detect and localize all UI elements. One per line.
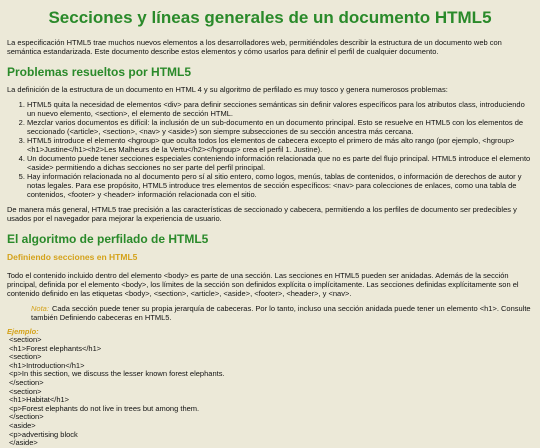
code-line: <aside> bbox=[9, 420, 36, 430]
code-line: <section> bbox=[9, 352, 42, 362]
code-line: <h1>Habitat</h1> bbox=[9, 395, 70, 405]
note-text: Cada sección puede tener su propia jerarquía de cabeceras. Por lo tanto, incluso una sección anidada puede tener un elemento <h1>. Consulte también Definiendo cabeceras en HTML5. bbox=[31, 304, 531, 322]
page-title: Secciones y líneas generales de un documento HTML5 bbox=[48, 8, 492, 27]
code-line: <section> bbox=[9, 335, 42, 344]
problems-list bbox=[7, 100, 533, 199]
list-item: 1. HTML5 quita la necesidad de elementos <div> para definir secciones semánticas sin definir valores específicos para los atributos class, introduciendo un nuevo elemento, <section>, el elemento de sección HTML. bbox=[27, 100, 533, 118]
list-item: 4. Un documento puede tener secciones especiales conteniendo información relacionada que no es parte del flujo principal. HTML5 introduce el elemento <aside> permitiendo a dichas secciones no ser parte del perfil principal. bbox=[27, 154, 533, 172]
code-line: <h1>Forest elephants</h1> bbox=[9, 343, 102, 353]
section-heading-algorithm: El algoritmo de perfilado de HTML5 bbox=[7, 232, 209, 246]
problems-closing-paragraph: De manera más general, HTML5 trae precisión a las características de seccionado y cabecera, permitiendo a los perfiles de documento ser predecibles y usados por el navegador para mejorar la experiencia de usuario. bbox=[7, 205, 517, 223]
subsection-heading-defining-sections: Definiendo secciones en HTML5 bbox=[7, 252, 138, 262]
code-line: </section> bbox=[9, 377, 44, 387]
problems-lead-paragraph: La definición de la estructura de un documento en HTML 4 y su algoritmo de perfilado es muy tosco y genera numerosos problemas: bbox=[7, 85, 448, 94]
code-line: <h1>Introduction</h1> bbox=[9, 360, 85, 370]
code-line: </section> bbox=[9, 412, 44, 422]
section-heading-problems: Problemas resueltos por HTML5 bbox=[7, 65, 192, 79]
code-line: <p>In this section, we discuss the lesser known forest elephants. bbox=[9, 369, 225, 379]
list-item: 5. Hay información relacionada no al documento pero sí al sitio entero, como logos, menús, tablas de contenidos, o información de derechos de autor y notas legales. Para ese propósito, HTML5 introduce tres elementos de sección específicos: <nav> para colecciones de enlaces, como una tabla de contenidos, <footer> y <header> información relacionada con el sitio. bbox=[27, 172, 533, 199]
list-item: 3. HTML5 introduce el elemento <hgroup> que oculta todos los elementos de cabecera excepto el primero de más alto rango (por ejemplo, <hgroup><h1>Justine</h1><h2>Les Malheurs de la Vertu</h2></hgroup> crea el perfil 1. Justine). bbox=[27, 136, 533, 154]
code-example bbox=[7, 336, 533, 448]
note-label: Nota: bbox=[31, 304, 49, 313]
code-line: <p>Forest elephants do not live in trees but among them. bbox=[9, 403, 200, 413]
list-item: 2. Mezclar varios documentos es difícil: la inclusión de un sub-documento en un documento principal. Esto se resuelve en HTML5 con los elementos de seccionado (<article>, <section>, <nav> y <aside>) son siempre subsecciones de su sección ancestra más cercana. bbox=[27, 118, 533, 136]
intro-paragraph: La especificación HTML5 trae muchos nuevos elementos a los desarrolladores web, permitiéndoles describir la estructura de un documento web con semántica estandarizada. Este documento describe estos elementos y cómo usarlos para definir el perfil de cualquier documento. bbox=[7, 38, 502, 56]
code-line: <section> bbox=[9, 386, 42, 396]
defining-sections-paragraph: Todo el contenido incluido dentro del elemento <body> es parte de una sección. Las secciones en HTML5 pueden ser anidadas. Además de la sección principal, definida por el elemento <body>, los límites de la sección son definidos explícita o implícitamente. Las secciones definidas explícitamente son el contenido definido en las etiquetas <body>, <section>, <article>, <aside>, <footer>, <header>, y <nav>. bbox=[7, 271, 519, 298]
note-box bbox=[31, 304, 533, 322]
example-label: Ejemplo: bbox=[7, 327, 39, 336]
code-line: <p>advertising block bbox=[9, 429, 78, 439]
code-line: </aside> bbox=[9, 438, 38, 448]
